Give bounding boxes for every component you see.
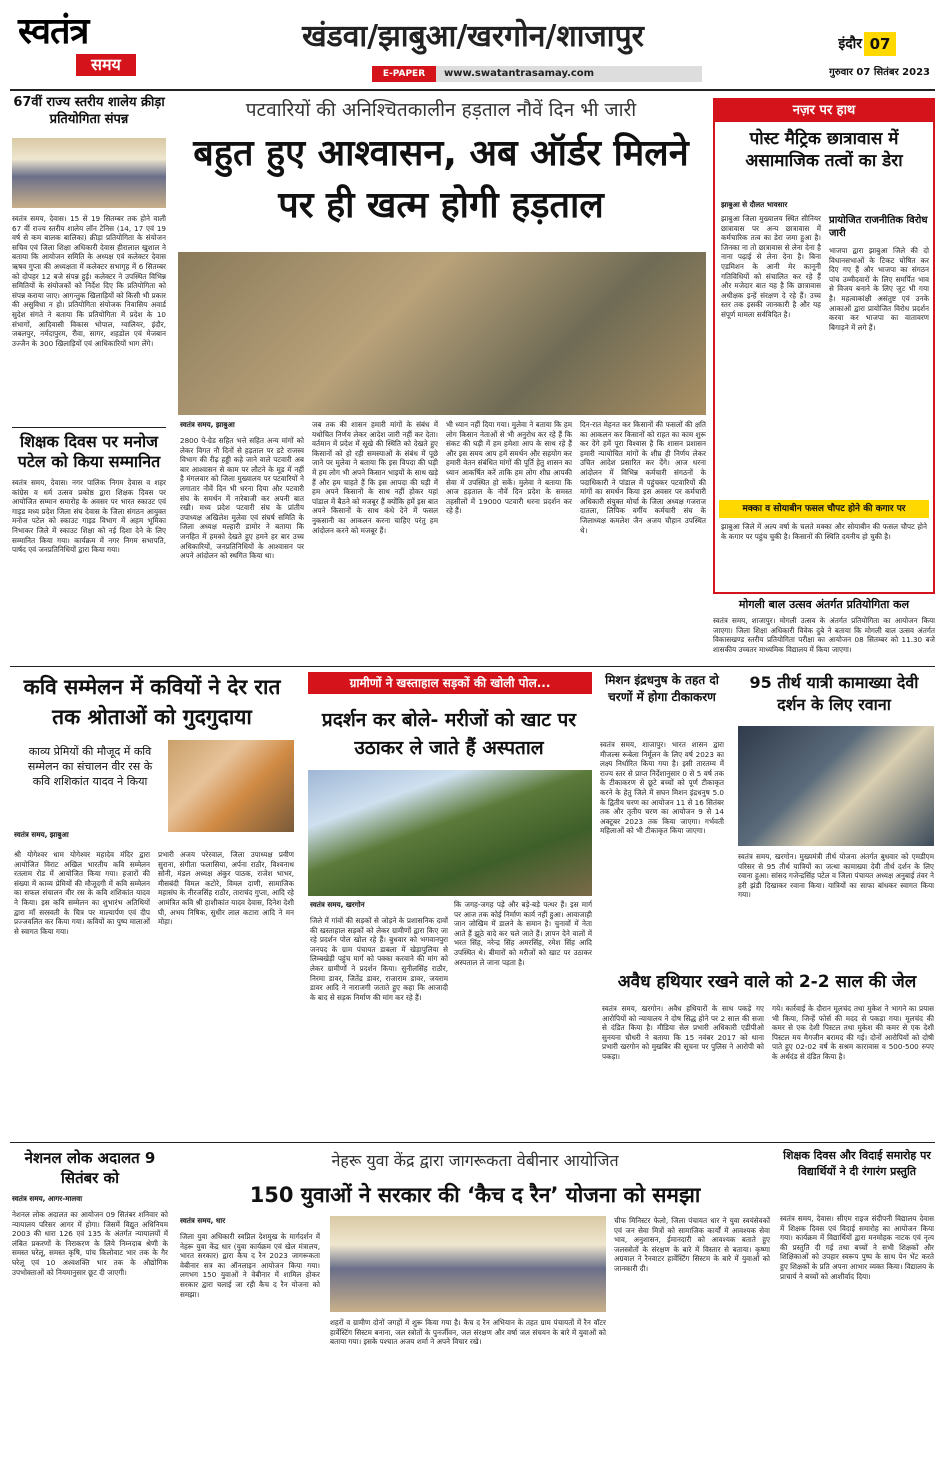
mission-story — [600, 672, 724, 962]
masthead — [0, 0, 945, 88]
mission-title: मिशन इंद्रधनुष के तहत दो चरणों में होगा टीकाकरण — [605, 673, 719, 704]
left-divider-1 — [12, 427, 166, 428]
lead-byline: स्वतंत्र समय, झाबुआ — [180, 420, 235, 429]
yuva-photo — [330, 1216, 606, 1312]
yuva-title: 150 युवाओं ने सरकार की ‘कैच द रैन’ योजना को समझा — [249, 1183, 701, 1207]
left-story-1-title: 67वीं राज्य स्तरीय शालेय क्रीड़ा प्रतियोगिता संपन्न — [13, 95, 165, 127]
website-link[interactable]: www.swatantrasamay.com — [444, 68, 595, 79]
lok-byline: स्वतंत्र समय, आगर-मालवा — [12, 1194, 83, 1203]
yuva-col-3: चीफ मिनिस्टर फेलो, जिला पंचायत धार ने युवा स्वयंसेवकों एवं जन सेवा मित्रों को सामाजिक कार्यों में आवश्यक सेवा भाव, अनुशासन, ईमानदारी को आवश्यक बताते हुए जलस्त्रोतों के संरक्षण के बारे में विस्तार से बताया। कृष्णा अग्रवाल ने रैनवाटर हार्वेस्टिंग सिस्टम के बारे में युवाओं को जानकारी दी। — [614, 1216, 770, 1273]
jail-col-2: गये। कार्रवाई के दौरान मूलचंद तथा मुकेश ने भागने का प्रयास भी किया, जिन्हें फोर्स की मदद से पकड़ा गया। मूलचंद की कमर से एक देशी पिस्टल तथा मुकेश की कमर से एक देशी पिस्टल मय मैगजीन बरामद की गई। दोनों आरोपियों को दोषी पाते हुए 02-02 वर्ष के सश्रम कारावास व 500-500 रुपए के अर्थदंड से दंडित किया है। — [772, 1004, 934, 1061]
mid-byline: स्वतंत्र समय, खरगोन — [310, 900, 365, 909]
left-story-1-photo — [12, 138, 166, 208]
kavi-title: कवि सम्मेलन में कवियों ने देर रात तक श्रोताओं को गुदगुदाया — [23, 675, 281, 729]
right-box-subbody: भाजपा द्वारा झाबुआ जिले की दो विधानसभाओं के टिकट घोषित कर दिए गए हैं और भाजपा का संगठन पांच उम्मीदवारों के लिए समर्पित भाव से विजय बनाने के लिए जुट भी गया है। महत्वाकांक्षी असंतुष्ट एवं उनके आकाओं द्वारा प्रायोजित विरोध प्रदर्शन करवा कर भाजपा का वातावरण बिगाड़ने में लगे हैं। — [829, 246, 929, 332]
kavi-caption: काव्य प्रेमियों की मौजूद में कवि सम्मेलन का संचालन वीर रस के कवि शशिकांत यादव ने किया — [27, 745, 153, 788]
shikshak-title: शिक्षक दिवस और विदाई समारोह पर विद्यार्थियों ने दी रंगारंग प्रस्तुति — [783, 1149, 931, 1178]
section-divider-1 — [10, 666, 935, 667]
yuva-col-2: शहरों व ग्रामीण दोनों जगहों में शुरू किया गया है। कैच द रैन अभियान के तहत ग्राम पंचायतों में रैन वॉटर हार्वेस्टिंग सिस्टम बनाना, जल स्त्रोतों के पुनर्जीवन, जल संरक्षण और वर्षा जल संचयन के बारे में युवाओं को बताया गया। इसके पश्चात अजय शर्मा ने अपने विचार रखे। — [330, 1318, 606, 1347]
mission-body: स्वतंत्र समय, शाजापुर। भारत शासन द्वारा मीजल्स रूबेला निर्मूलन के लिए वर्ष 2023 का लक्ष्य निर्धारित किया गया है। इसी तारतम्य में राज्य स्तर से प्राप्त निर्देशानुसार 0 से 5 वर्ष तक के टीकाकरण से छूटे बच्चों को पूर्ण टीकाकृत करने के हेतु जिले में सघन मिशन इंद्रधनुष 5.0 के द्वितीय चरण का आयोजन 11 से 16 सितंबर तक और तृतीय चरण का आयोजन 9 से 14 अक्टूबर 2023 तक किया जाएगा। गर्भवती महिलाओं को भी टीकाकृत किया जाएगा। — [600, 740, 724, 836]
lead-col-3: भी ध्यान नहीं दिया गया। मुलेवा ने बताया कि हम लोग किसान नेताओं से भी अनुरोध कर रहे हैं कि संकट की घड़ी में हम हमेशा आप के साथ रहे हैं और इस समय आप हमें समर्थन और सहयोग कर हमारी वेतन संबंधित मांगों की पूर्ति हेतु शासन का ध्यान आकर्षित करें ताकि हम लोग शीघ्र आपकी सेवा में उपस्थित हो सकें। मुलेवा ने बताया कि आज हड़ताल के नौवें दिन प्रदेश के समस्त तहसीलों में 19000 पटवारी धरना प्रदर्शन कर रहे हैं। — [446, 420, 572, 516]
right-story-2 — [713, 598, 935, 664]
epaper-label: E-PAPER — [372, 66, 436, 82]
left-story-1 — [12, 94, 166, 424]
yuva-col-1: जिला युवा अधिकारी स्वप्निल देशमुख के मार्गदर्शन में नेहरू युवा केंद्र धार (युवा कार्यक्रम एवं खेल मंत्रालय, भारत सरकार) द्वारा कैच द रैन 2023 जागरूकता वेबीनार सत्र का ऑनलाइन आयोजन किया गया। लगभग 150 युवाओं ने वेबीनार में शामिल होकर सरकार द्वारा चलाई जा रही कैच द रैन योजना को समझा। — [180, 1232, 320, 1299]
right-box — [713, 98, 935, 594]
right-box-highlight: मक्का व सोयाबीन फसल चौपट होने की कगार पर — [719, 500, 929, 518]
jail-title: अवैध हथियार रखने वाले को 2-2 साल की जेल — [617, 972, 917, 992]
tirth-title: 95 तीर्थ यात्री कामाख्या देवी दर्शन के लिए रवाना — [749, 673, 919, 714]
city-label: इंदौर — [838, 36, 862, 52]
tirth-body: स्वतंत्र समय, खरगोन। मुख्यमंत्री तीर्थ योजना अंतर्गत बुधवार को एमडीएम परिसर से 95 तीर्थ यात्रियों का जत्था कामाख्या देवी तीर्थ दर्शन के लिए रवाना हुआ। सांसद गजेन्द्रसिंह पटेल व जिला पंचायत अध्यक्ष अनुबाई तंवर ने हरी झंडी दिखाकर रवाना किया। यात्रियों का साफा बांधकर स्वागत किया गया। — [738, 852, 934, 900]
right-box-title: पोस्ट मैट्रिक छात्रावास में असामाजिक तत्वों का डेरा — [745, 129, 903, 171]
section-divider-2 — [10, 1142, 935, 1143]
logo-top-text: स्वतंत्र — [18, 11, 89, 52]
mid-kicker: ग्रामीणों ने खस्ताहाल सड़कों की खोली पोल... — [308, 672, 592, 694]
mid-title: प्रदर्शन कर बोले- मरीजों को खाट पर उठाकर ले जाते हैं अस्पताल — [321, 709, 577, 759]
mid-col-2: कि जगह-जगह पड़े और बड़े-बड़े पत्थर हैं। इस मार्ग पर आज तक कोई निर्माण कार्य नहीं हुआ। आवाजाही जान जोखिम में डालने के समान है। चुनावों में नेता आते हैं झूठे वादे कर चले जाते हैं। ज्ञापन देने वालों में भरत सिंह, नरेन्द्र सिंह अमरसिंह, रमेश सिंह आदि उपस्थित थे। बीमारों को मरीजों को खाट पर उठाकर अस्पताल ले जाना पड़ता है। — [454, 900, 592, 967]
kavi-col-1: श्री योगेश्वर धाम योगेश्वर महादेव मंदिर द्वारा आयोजित विराट अखिल भारतीय कवि सम्मेलन रतलाम रोड में आयोजित किया गया। हजारों की संख्या में काव्य प्रेमियों की मौजूदगी में कवि सम्मेलन का सफल संचालन वीर रस के कवि शशिकांत यादव ने किया। इस कवि सम्मेलन का शुभारंभ अतिथियों द्वारा माँ सरस्वती के चित्र पर माल्यार्पण एवं दीप प्रज्जवलित कर किया गया। कवियों का पुष्प मालाओं से स्वागत किया गया। — [14, 850, 150, 936]
right-story-2-body: स्वतंत्र समय, शाजापुर। मोगली उत्सव के अंतर्गत प्रतियोगिता का आयोजन किया जाएगा। जिला शिक्षा अधिकारी विवेक दुबे ने बताया कि मोगली बाल उत्सव अंतर्गत विकासखण्ड स्तरीय प्रतियोगिता परीक्षा का आयोजन 08 सितम्बर को 11.30 बजे शासकीय उच्चतर माध्यमिक विद्यालय में किया जाएगा। — [713, 616, 935, 654]
issue-date: गुरुवार 07 सितंबर 2023 — [829, 67, 930, 78]
lok-story — [12, 1148, 168, 1460]
tirth-story — [734, 672, 934, 962]
kavi-col-2: प्रभारी अजय परेरवाल, जिला उपाध्यक्ष प्रवीण सुराना, संगीता फलासिया, अर्पना राठौर, विश्वनाथ सोनी, मंडल अध्यक्ष अंकुर पाठक, राजेश भाभर, मीसबंदी विमल कटोरे, विमल दाणी, सामाजिक महासंघ के नीरजसिंह राठौर, ताराचंद गुप्ता, आदि रहे आमंत्रित कवि श्री हाशीकांत यादव देवास, दिनेश देशी घी, अभय निषिक, सुधीर लाल कटारा आदि ने मन मोहा। — [158, 850, 294, 927]
lead-col-4: दिन-रात मेहनत कर किसानों की फसलों की क्षति का आकलन कर किसानों को राहत का काम शुरू कर देंगे हमें पूरा विश्वास है कि शासन प्रशासन हमारी न्यायोचित मांगों के शीघ्र ही निर्णय लेकर उचित आदेश प्रसारित कर देंगे। आज धरना आंदोलन में विभिन्न कर्मचारी संगठनों के पदाधिकारी ने पांडाल में पहुंचकर पटवारियों की मांगों का समर्थन किया इस अवसर पर कर्मचारी अधिकारी संयुक्त मोर्चा के जिला अध्यक्ष गजराज दातला, लिपिक वर्गीय कर्मचारी संघ के जिलाध्यक्ष कमलेश जैन अजय चौहान उपस्थित थे। — [580, 420, 706, 535]
page-number: 07 — [864, 32, 896, 56]
right-box-highlight-body: झाबुआ जिले में अल्प वर्षा के चलते मक्का और सोयाबीन की फसल चौपट होने के कगार पर पहुंच चुकी है। किसानों की स्थिति दयनीय हो चुकी है। — [721, 522, 927, 541]
kavi-photo — [168, 740, 294, 832]
lead-kicker: पटवारियों की अनिश्चितकालीन हड़ताल नौवें दिन भी जारी — [245, 99, 637, 121]
logo — [18, 8, 168, 82]
epaper-bar — [372, 66, 702, 82]
right-box-body: झाबुआ जिला मुख्यालय स्थित सीनियर छात्रावास पर अन्य छात्रावास में कर्मचारिक तत्व का डेरा जमा हुआ है। जिनका ना तो छात्रावास से लेना देना है नाना पढ़ाई से लेना देना है। बिना एडमिशन के आनी मेर कानूनी गतिविधियों को संचालित कर रहे हैं और मजेदार बात यह है कि छात्रावास अधीक्षक इन्हें संरक्षण दे रहे हैं। उच्च स्तर तक इसकी जानकारी है और यह संपूर्ण मामला सर्वविदित है। — [721, 214, 821, 319]
lead-headline: बहुत हुए आश्वासन, अब ऑर्डर मिलने पर ही खत्म होगी हड़ताल — [193, 133, 689, 226]
lok-title: नेशनल लोक अदालत 9 सितंबर को — [24, 1149, 156, 1187]
shikshak-body: स्वतंत्र समय, देवास। सीएम राइज संदीपनी विद्यालय देवास में शिक्षक दिवस एवं विदाई समारोह का आयोजन किया गया। कार्यक्रम में विद्यार्थियों द्वारा मनमोहक नाटक एवं नृत्य की प्रस्तुति दी गई तथा बच्चों ने सभी शिक्षकों और शिक्षिकाओं को उपहार स्वरूप पुष्प के साथ पेन भेंट करते हुए शिक्षकों के प्रति अपना आभार व्यक्त किया। विद्यालय के प्राचार्य ने बच्चों को आशीर्वाद दिया। — [780, 1214, 934, 1281]
region-title: खंडवा/झाबुआ/खरगोन/शाजापुर — [302, 19, 644, 54]
right-box-subtitle: प्रायोजित राजनीतिक विरोध जारी — [829, 215, 928, 239]
yuva-byline: स्वतंत्र समय, धार — [180, 1216, 226, 1225]
right-box-kicker: नज़र पर हाथ — [715, 100, 933, 122]
jail-col-1: स्वतंत्र समय, खरगोन। अवैध हथियारों के साथ पकड़े गए आरोपियों को न्यायालय ने दोष सिद्ध होने पर 2 साल की सजा से दंडित किया है। मीडिया सेल प्रभारी अधिकारी एडीपीओ सुनयना चौधरी ने बताया कि 15 नवंबर 2017 को थाना प्रभारी खरगोन को मुखबिर की सूचना पर पुलिस ने आरोपी को पकड़ा। — [602, 1004, 764, 1061]
masthead-divider — [10, 89, 935, 91]
left-story-1-body: स्वतंत्र समय, देवास। 15 से 19 सितम्बर तक होने वाली 67 वीं राज्य स्तरीय शालेय लॉन टेनिस (14, 17 एवं 19 वर्ष से कम बालक बालिका) क्रीड़ा प्रतियोगिता के संयोजन सचिव एवं जिला शिक्षा अधिकारी देवास हीरालाल खुशाल ने बताया कि आयोजन समिति के अध्यक्ष एवं कलेक्टर देवास ऋषव गुप्ता की अध्यक्षता में कलेक्टर सभागृह में 6 सितम्बर को दोपहर 12 बजे संपन्न हुई। कलेक्टर ने उपस्थित विभिन्न समितियों के संयोजकों को निर्देश दिए कि प्रतियोगिता को संपन्न कराया जाए। आगन्तुक खिलाड़ियों को किसी भी प्रकार की असुविधा न हो। प्रतियोगिता संयोजक निवासिय अवार्ड सुदेश संगते ने बताया कि प्रतियोगिता में प्रदेश के 10 संभागों, आदिवासी विकास भोपाल, ग्वालियर, इंदौर, जबलपुर, नर्मदापुरम, रीवा, सागर, शहडोल एवं मेजबान उज्जैन के 300 खिलाड़ियों एवं आधिकारियों भाग लेंगे। — [12, 214, 166, 348]
left-story-2-body: स्वतंत्र समय, देवास। नगर पालिक निगम देवास व शहर कांग्रेस व धर्म उत्सव प्रकोष्ठ द्वारा शिक्षक दिवस पर आयोजित सम्मान समारोह के अवसर पर भारत स्काउट एवं गाइड मध्य प्रदेश जिला संघ देवास के जिला संगठन आयुक्त मनोज पटेल को स्काउट गाइड विभाग में अहम भूमिका निभाकर जिले में स्काउट शिक्षा को नई दिशा देने के लिए सम्मानित किया गया। कार्यक्रम में नगर निगम सभापति, पार्षद एवं जनप्रतिनिधियों द्वारा किया गया। — [12, 478, 166, 555]
left-story-2-title: शिक्षक दिवस पर मनोज पटेल को किया सम्मानित — [17, 432, 161, 471]
left-story-2 — [12, 432, 166, 654]
shikshak-story — [780, 1148, 934, 1460]
right-box-byline: झाबुआ से दौलत भावसार — [721, 200, 788, 209]
kavi-byline: स्वतंत्र समय, झाबुआ — [14, 830, 69, 839]
lead-photo — [178, 252, 706, 415]
mid-photo — [308, 770, 592, 896]
tirth-photo — [738, 726, 934, 846]
right-story-2-title: मोगली बाल उत्सव अंतर्गत प्रतियोगिता कल — [738, 598, 910, 611]
lead-col-1: 2800 पे-ग्रेड सहित भत्ते सहित अन्य मांगों को लेकर विगत नौ दिनों से हड़ताल पर डटे राजस्व विभाग की रीढ़ हड्डी कहे जाने वाले पटवारी अब बार आश्वासन से काम पर लौटने के मूड में नहीं है मंगलवार को जिला मुख्यालय पर पटवारियों ने लगातार नौवें दिन भी धरना दिया और पटवारी संघ के समर्थन में नारेबाजी कर अपनी बात रखी। मध्य प्रदेश पटवारी संघ के प्रांतीय उपाध्यक्ष अखिलेश मुलेवा एवं संघर्ष समिति के जिला अध्यक्ष मल्हारी डामोर ने बताया कि जनहित में हमको देखते हुए हमने हर बार उच्च अधिकारियों, जनप्रतिनिधियों के आश्वासन पर अपने आंदोलन को स्थगित किया था। — [180, 436, 304, 561]
mid-col-1: जिले में गांवों की सड़कों से जोड़ने के प्रशासनिक दावों की खस्ताहाल सड़कों को लेकर ग्रामीणों द्वारा किए जा रहे प्रदर्शन पोल खोल रहे हैं। बुधवार को भगवानपुरा जनपद के ग्राम पंचायत डाबला में खेड़ापुलिया से लिम्बखेड़ी पहुंच मार्ग को पक्का करवाने की मांग को लेकर ग्रामीणों ने प्रदर्शन किया। सुनीलसिंह राठौर, निरमा डावर, जितेंद्र डावर, राजाराम डावर, जयराम डावर आदि ने नाराजगी जताते हुए कहा कि आजादी के बाद से सड़क निर्माण की मांग कर रहे हैं। — [310, 916, 448, 1002]
lead-col-2: जब तक की शासन हमारी मांगों के संबंध में यथोचित निर्णय लेकर आदेश जारी नहीं कर देता। वर्तमान में प्रदेश में सूखे की स्थिति को देखते हुए किसानों को हो रही समस्याओं के संबंध में पूछे जाने पर मुलेवा ने बताया कि इस विपदा की घड़ी में हम लोग भी अपने किसान भाइयों के साथ खड़े हैं और हम चाहते हैं कि इस आपदा की घड़ी में हम अपने किसानों के साथ नहीं होकर यहां पांडाल में बैठने को मजबूर हैं क्योंकि हमें इस बात अपने किसानों के साथ कंधे देने में फसल नुकसानी का आकलन करना चाहिए परंतु हम आंदोलन करने को मजबूर हैं। — [312, 420, 438, 535]
yuva-kicker: नेहरू युवा केंद्र द्वारा जागरूकता वेबीनार आयोजित — [331, 1151, 619, 1170]
lok-body: नेशनल लोक अदालत का आयोजन 09 सितंबर शनिवार को न्यायालय परिसर आगर में होगा। जिसमें विद्युत अधिनियम 2003 की धारा 126 एवं 135 के अंतर्गत न्यायालयों में लंबित प्रकरणों के निराकरण के लिये निम्नदाब श्रेणी के समस्त घरेलू, समस्त कृषि, पांच किलोवाट भार तक के गैर घरेलू एवं 10 अश्वशक्ति भार तक के औद्योगिक उपभोक्ताओं को नियमानुसार छूट दी जाएगी। — [12, 1210, 168, 1277]
logo-bottom-text: समय — [76, 54, 136, 76]
